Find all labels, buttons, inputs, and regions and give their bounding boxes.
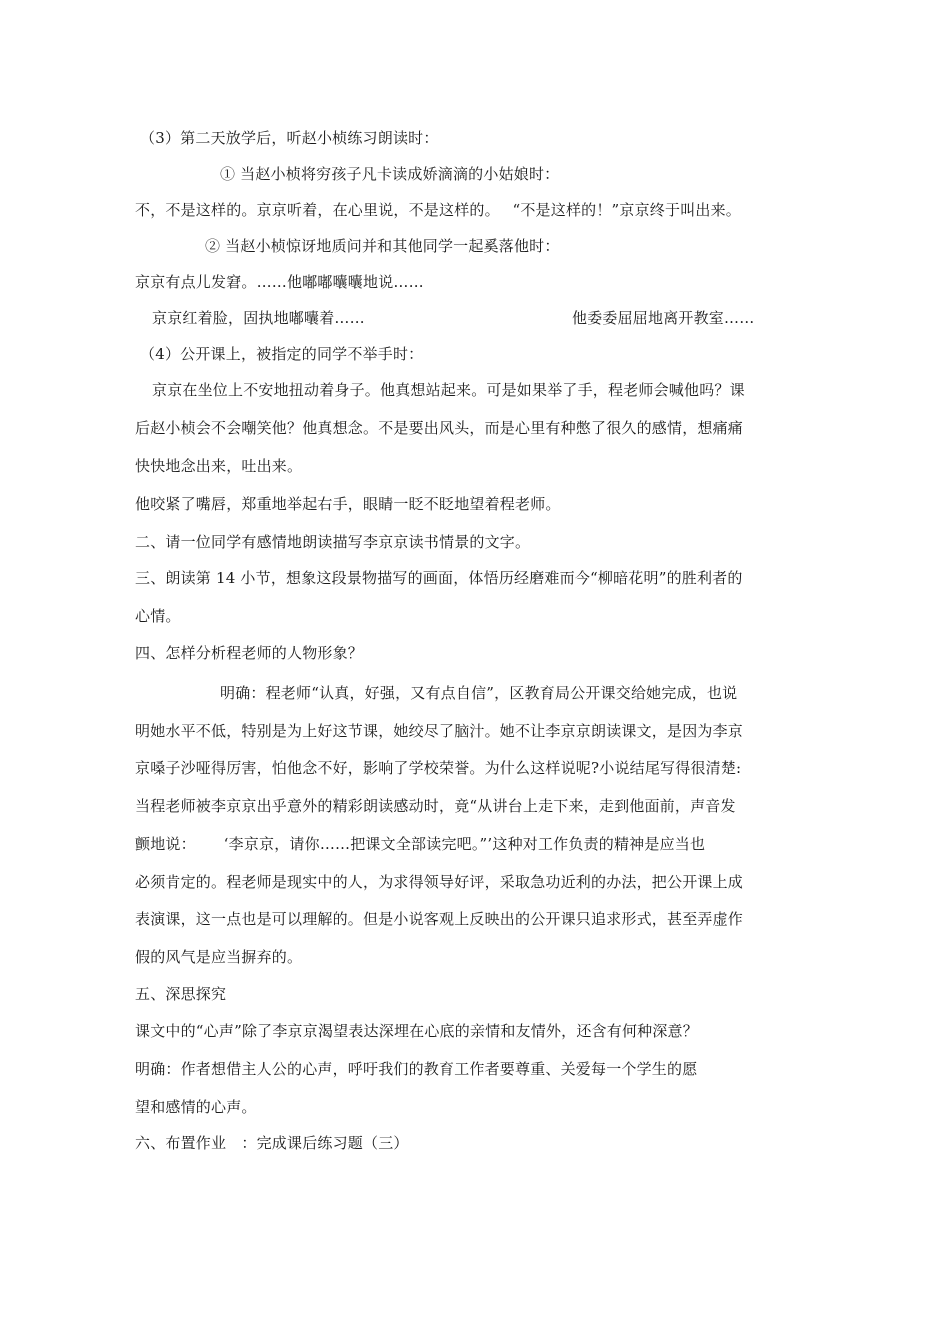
text-line: 不，不是这样的。京京听着，在心里说，不是这样的。 “不是这样的！”京京终于叫出来。 bbox=[135, 201, 742, 219]
text-line: 明确：作者想借主人公的心声，呼吁我们的教育工作者要尊重、关爱每一个学生的愿 bbox=[135, 1060, 698, 1078]
text-line: 二、请一位同学有感情地朗读描写李京京读书情景的文字。 bbox=[135, 533, 531, 551]
text-line: 京京红着脸，固执地嘟囔着…… bbox=[152, 309, 365, 327]
text-line: 心情。 bbox=[135, 607, 181, 625]
text-line: 京京有点儿发窘。……他嘟嘟囔囔地说…… bbox=[135, 273, 424, 291]
text-line: 后赵小桢会不会嘲笑他？他真想念。不是要出风头，而是心里有种憋了很久的感情，想痛痛 bbox=[135, 419, 744, 437]
text-line: 六、布置作业 ：完成课后练习题（三） bbox=[135, 1134, 409, 1152]
text-line: 颤地说： ‘李京京，请你……把课文全部读完吧。”’这种对工作负责的精神是应当也 bbox=[135, 835, 706, 853]
text-line: 五、深思探究 bbox=[135, 985, 227, 1003]
text-line: （4）公开课上，被指定的同学不举手时： bbox=[140, 345, 424, 363]
text-line: ① 当赵小桢将穷孩子凡卡读成娇滴滴的小姑娘时： bbox=[220, 165, 560, 183]
text-line: 京嗓子沙哑得厉害，怕他念不好，影响了学校荣誉。为什么这样说呢?小说结尾写得很清楚: bbox=[135, 759, 742, 777]
text-line: （3）第二天放学后，听赵小桢练习朗读时： bbox=[140, 129, 439, 147]
text-line: 四、怎样分析程老师的人物形象？ bbox=[135, 644, 364, 662]
text-line: 当程老师被李京京出乎意外的精彩朗读感动时，竟“从讲台上走下来，走到他面前，声音发 bbox=[135, 797, 736, 815]
text-line: 望和感情的心声。 bbox=[135, 1098, 257, 1116]
text-line: 假的风气是应当摒弃的。 bbox=[135, 948, 303, 966]
text-line: 三、朗读第 14 小节，想象这段景物描写的画面，体悟历经磨难而今“柳暗花明”的胜利者的 bbox=[135, 569, 743, 587]
text-line: 明确：程老师“认真，好强，又有点自信”，区教育局公开课交给她完成，也说 bbox=[220, 684, 738, 702]
text-line: ② 当赵小桢惊讶地质问并和其他同学一起奚落他时： bbox=[205, 237, 560, 255]
text-line: 课文中的“心声”除了李京京渴望表达深埋在心底的亲情和友情外，还含有何种深意？ bbox=[135, 1022, 698, 1040]
text-line: 表演课，这一点也是可以理解的。但是小说客观上反映出的公开课只追求形式，甚至弄虚作 bbox=[135, 910, 744, 928]
text-line: 明她水平不低，特别是为上好这节课，她绞尽了脑汁。她不让李京京朗读课文，是因为李京 bbox=[135, 722, 744, 740]
text-line: 他咬紧了嘴唇，郑重地举起右手，眼睛一眨不眨地望着程老师。 bbox=[135, 495, 561, 513]
text-line: 他委委屈屈地离开教室…… bbox=[572, 309, 755, 327]
text-line: 快快地念出来，吐出来。 bbox=[135, 457, 303, 475]
text-line: 京京在坐位上不安地扭动着身子。他真想站起来。可是如果举了手，程老师会喊他吗？课 bbox=[152, 381, 745, 399]
text-line: 必须肯定的。程老师是现实中的人，为求得领导好评，采取急功近利的办法，把公开课上成 bbox=[135, 873, 744, 891]
